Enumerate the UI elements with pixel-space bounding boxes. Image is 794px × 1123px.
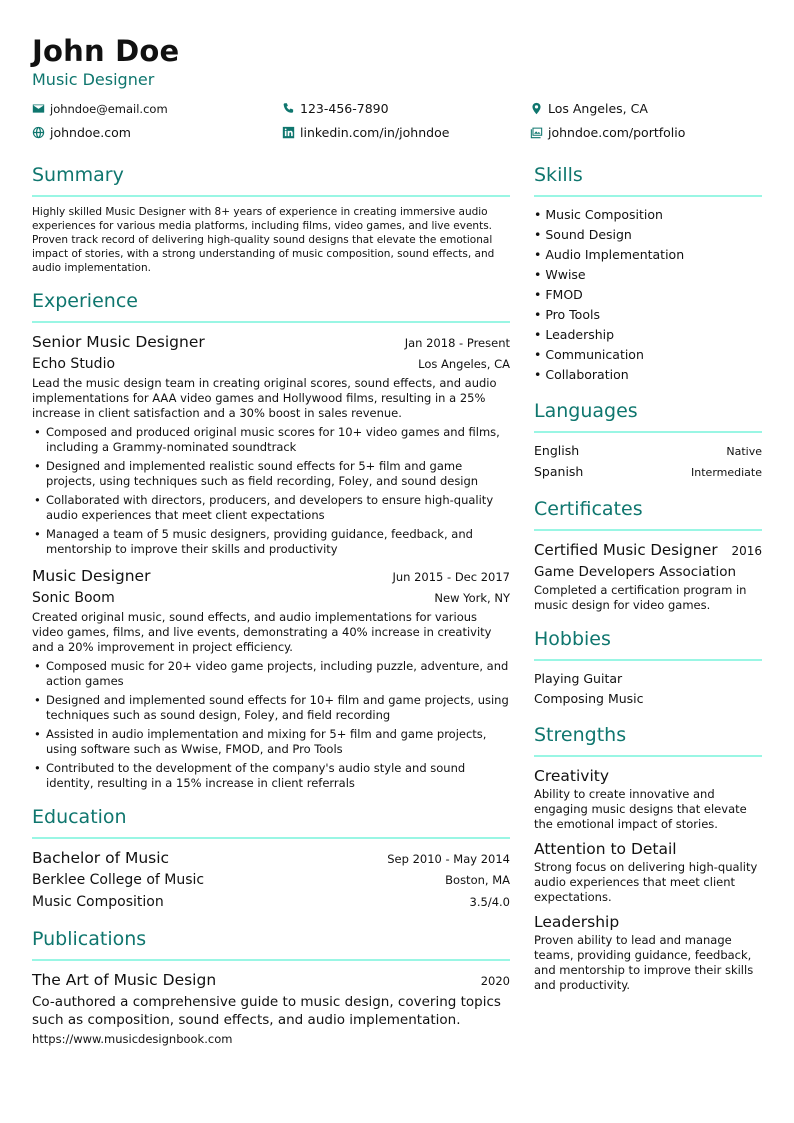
resume-page [32,34,762,1061]
summary-section [32,163,510,275]
education-date: Sep 2010 - May 2014 [387,852,510,866]
experience-section [32,289,510,791]
list-item: • Composed and produced original music scores for 10+ video games and films, including a Grammy-nominated soundtrack [32,425,510,455]
job-date: Jun 2015 - Dec 2017 [392,570,510,584]
location-pin-icon [530,102,543,115]
skill-item: • Wwise [534,267,586,282]
contact-website[interactable] [32,124,282,141]
certificate-title: Certified Music Designer [534,541,718,559]
job-location: New York, NY [434,591,510,605]
skills-list [534,205,762,385]
gpa: 3.5/4.0 [469,895,510,909]
certificate-org: Game Developers Association [534,564,737,580]
right-column [534,163,762,1061]
strength-description: Proven ability to lead and manage teams, providing guidance, feedback, and mentorship to improve their skills and productivity. [534,933,754,992]
education-section [32,805,510,913]
contact-phone[interactable] [282,100,530,117]
language-level: Native [726,445,762,458]
strength-title: Leadership [534,913,620,931]
school-location: Boston, MA [445,873,510,887]
skills-section [534,163,762,385]
skill-item: • Collaboration [534,367,629,382]
language-row [534,462,762,483]
strengths-heading: Strengths [534,723,762,757]
phone-icon [282,102,295,115]
language-name: Spanish [534,464,584,479]
hobby-item: Playing Guitar [534,671,623,686]
school-name: Berklee College of Music [32,872,205,888]
strength-title: Creativity [534,767,610,785]
strength-description: Ability to create innovative and engaging music designs that elevate the emotional impact of stories. [534,787,747,831]
list-item: • Collaborated with directors, producers, and developers to ensure high-quality audio experiences that meet client expectations [32,493,510,523]
job-description: Created original music, sound effects, and audio implementations for various video games, films, and live events, demonstrating a 40% increase in creativity and a 20% improvement in project efficiency. [32,610,492,654]
contact-linkedin-text: linkedin.com/in/johndoe [300,125,450,140]
list-item: • Designed and implemented realistic sound effects for 5+ film and game projects, using techniques such as field recording, Foley, and sound design [32,459,510,489]
skill-item: • FMOD [534,287,583,302]
job-title-text: Senior Music Designer [32,333,205,351]
job-entry [32,331,510,557]
certificates-section [534,497,762,613]
job-date: Jan 2018 - Present [404,336,510,350]
contact-email[interactable] [32,100,282,117]
certificate-description: Completed a certification program in music design for video games. [534,583,747,612]
contact-linkedin[interactable] [282,124,530,141]
publication-link[interactable]: https://www.musicdesignbook.com [32,1032,233,1046]
certificates-heading: Certificates [534,497,762,531]
skill-item: • Pro Tools [534,307,600,322]
portfolio-icon [530,126,543,139]
education-heading: Education [32,805,510,839]
strengths-section [534,723,762,993]
skill-item: • Audio Implementation [534,247,685,262]
full-name: John Doe [32,34,180,68]
language-level: Intermediate [691,466,762,479]
publication-year: 2020 [480,974,510,988]
list-item: • Designed and implemented sound effects for 10+ film and game projects, using techniques such as sound design, Foley, and field recording [32,693,510,723]
publication-description: Co-authored a comprehensive guide to music design, covering topics such as composition, sound effects, and audio implementation. [32,994,501,1028]
skill-item: • Sound Design [534,227,632,242]
hobby-item: Composing Music [534,691,644,706]
globe-icon [32,126,45,139]
job-title-text: Music Designer [32,567,151,585]
job-title: Music Designer [32,70,155,89]
company-name: Echo Studio [32,356,116,372]
list-item: • Managed a team of 5 music designers, providing guidance, feedback, and mentorship to improve their skills and productivity [32,527,510,557]
hobbies-heading: Hobbies [534,627,762,661]
two-column-body [32,163,762,1061]
languages-section [534,399,762,483]
language-name: English [534,443,580,458]
job-entry [32,565,510,791]
skills-heading: Skills [534,163,762,197]
linkedin-icon [282,126,295,139]
contact-location-text: Los Angeles, CA [548,101,648,116]
languages-heading: Languages [534,399,762,433]
list-item: • Assisted in audio implementation and mixing for 5+ film and game projects, using software such as Wwise, FMOD, and Pro Tools [32,727,510,757]
strength-title: Attention to Detail [534,840,677,858]
publications-section [32,927,510,1047]
summary-text: Highly skilled Music Designer with 8+ years of experience in creating immersive audio experiences for various media platforms, including films, video games, and live events. Proven track record of delivering high-quality sound designs that elevate the emotional impact of stories, with a strong understanding of music composition, sound effects, and audio implementation. [32,206,495,274]
skill-item: • Communication [534,347,644,362]
contact-portfolio[interactable] [530,124,762,141]
hobbies-section [534,627,762,709]
publications-heading: Publications [32,927,510,961]
email-icon [32,102,45,115]
job-bullets [32,425,510,557]
list-item: • Composed music for 20+ video game projects, including puzzle, adventure, and action games [32,659,510,689]
major: Music Composition [32,894,164,910]
contact-phone-text: 123-456-7890 [300,101,389,116]
skill-item: • Music Composition [534,207,663,222]
contact-email-text: johndoe@email.com [50,101,168,116]
contact-grid [32,100,762,141]
degree: Bachelor of Music [32,849,170,867]
publication-title: The Art of Music Design [32,971,217,989]
job-location: Los Angeles, CA [418,357,510,371]
experience-heading: Experience [32,289,510,323]
job-description: Lead the music design team in creating original scores, sound effects, and audio implementations for AAA video games and Hollywood films, resulting in a 25% increase in client satisfaction and a 30% boost in sales revenue. [32,376,497,420]
contact-portfolio-text: johndoe.com/portfolio [548,125,686,140]
job-bullets [32,659,510,791]
contact-location [530,100,762,117]
header [32,34,762,141]
company-name: Sonic Boom [32,590,115,606]
contact-website-text: johndoe.com [50,125,131,140]
list-item: • Contributed to the development of the company's audio style and sound identity, resulting in a 15% increase in client referrals [32,761,510,791]
language-row [534,441,762,462]
left-column [32,163,510,1061]
strength-description: Strong focus on delivering high-quality audio experiences that meet client expectations. [534,860,758,904]
summary-heading: Summary [32,163,510,197]
skill-item: • Leadership [534,327,615,342]
certificate-year: 2016 [731,544,762,558]
